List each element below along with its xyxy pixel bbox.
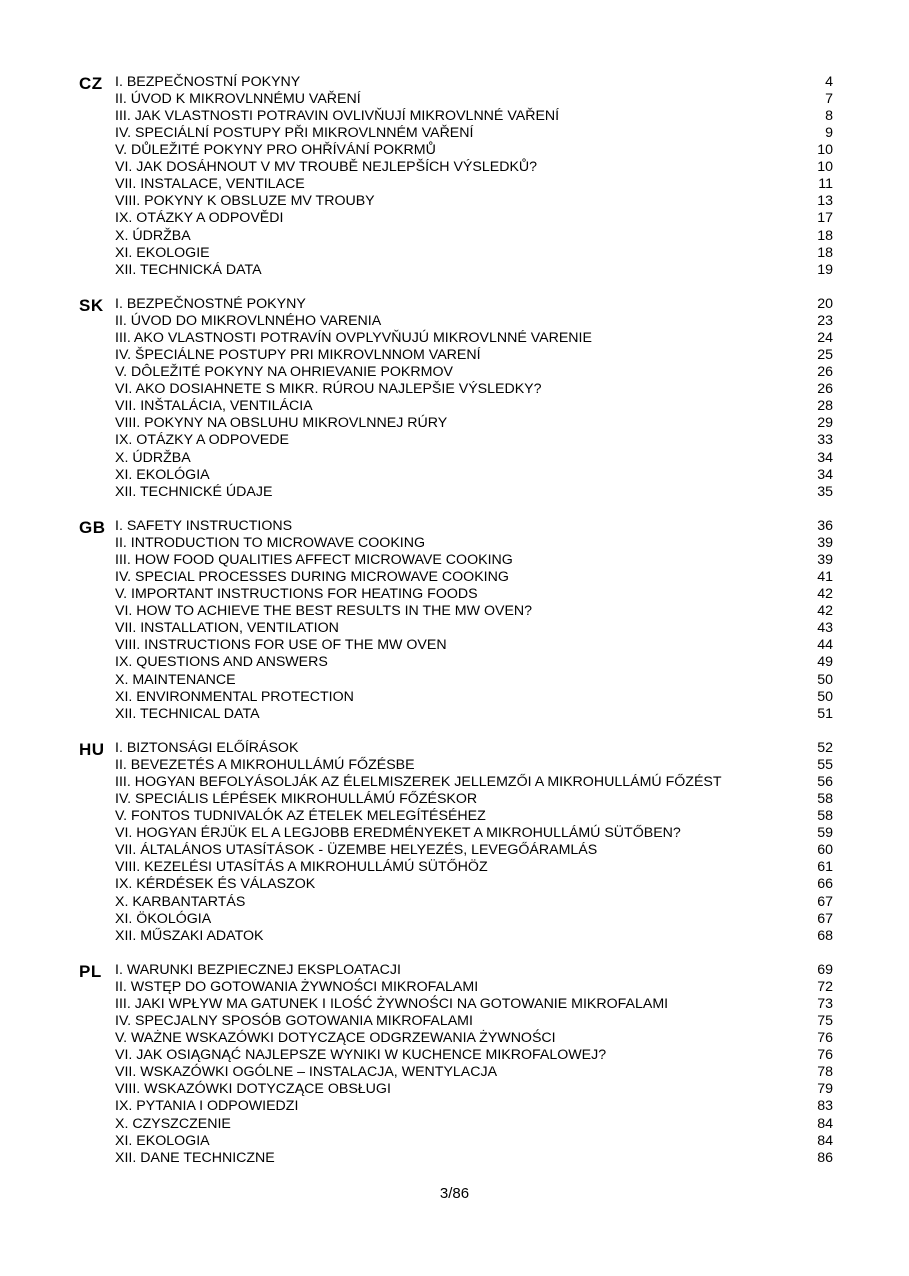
toc-entry-title: IV. ŠPECIÁLNE POSTUPY PRI MIKROVLNNOM VARENÍ <box>115 347 481 364</box>
toc-entry-title: III. HOGYAN BEFOLYÁSOLJÁK AZ ÉLELMISZEREK JELLEMZŐI A MIKROHULLÁMÚ FŐZÉST <box>115 774 722 791</box>
toc-entry[interactable] <box>115 125 833 142</box>
toc-entry-title: XII. MŰSZAKI ADATOK <box>115 927 264 944</box>
toc-entry-page: 52 <box>817 740 833 756</box>
toc-entry[interactable] <box>115 654 833 671</box>
toc-entry-page: 10 <box>817 142 833 159</box>
toc-entry[interactable] <box>115 347 833 364</box>
toc-entry[interactable] <box>115 1081 833 1098</box>
toc-entry-title: XI. ÖKOLÓGIA <box>115 910 212 927</box>
toc-entry-title: I. SAFETY INSTRUCTIONS <box>115 518 293 534</box>
toc-entry-title: IX. OTÁZKY A ODPOVEDE <box>115 432 289 449</box>
toc-entry-title: I. BEZPEČNOSTNÉ POKYNY <box>115 296 306 312</box>
toc-entry-page: 50 <box>817 688 833 705</box>
toc-entry-title: XI. ENVIRONMENTAL PROTECTION <box>115 688 354 705</box>
toc-entry-title: VIII. WSKAZÓWKI DOTYCZĄCE OBSŁUGI <box>115 1081 391 1098</box>
toc-entry[interactable] <box>115 91 833 108</box>
toc-entry[interactable] <box>115 757 833 774</box>
toc-entry-title: XI. EKOLÓGIA <box>115 466 210 483</box>
toc-entry-page: 66 <box>817 876 833 893</box>
toc-entry-page: 10 <box>817 159 833 176</box>
toc-entry-title: VI. JAK DOSÁHNOUT V MV TROUBĚ NEJLEPŠÍCH VÝSLEDKŮ? <box>115 159 538 176</box>
toc-entry[interactable] <box>115 74 833 91</box>
toc-entry-title: X. CZYSZCZENIE <box>115 1115 231 1132</box>
toc-entry-title: VII. INSTALLATION, VENTILATION <box>115 620 339 637</box>
toc-entry[interactable] <box>115 535 833 552</box>
toc-entry[interactable] <box>115 450 833 467</box>
toc-entry[interactable] <box>115 996 833 1013</box>
toc-entry[interactable] <box>115 467 833 484</box>
toc-entry[interactable] <box>115 381 833 398</box>
toc-entry-title: III. JAK VLASTNOSTI POTRAVIN OVLIVŇUJÍ MIKROVLNNÉ VAŘENÍ <box>115 108 560 125</box>
toc-entry[interactable] <box>115 432 833 449</box>
toc-entry-title: V. FONTOS TUDNIVALÓK AZ ÉTELEK MELEGÍTÉSÉHEZ <box>115 808 486 825</box>
toc-entry-page: 19 <box>817 261 833 278</box>
toc-entry[interactable] <box>115 364 833 381</box>
toc-entry-page: 76 <box>817 1030 833 1047</box>
toc-entry-page: 23 <box>817 313 833 330</box>
toc-entry[interactable] <box>115 193 833 210</box>
toc-entry-title: VI. JAK OSIĄGNĄĆ NAJLEPSZE WYNIKI W KUCHENCE MIKROFALOWEJ? <box>115 1047 607 1064</box>
toc-entry-page: 51 <box>817 705 833 722</box>
toc-entry-title: VIII. KEZELÉSI UTASÍTÁS A MIKROHULLÁMÚ SÜTŐHÖZ <box>115 859 488 876</box>
toc-entry[interactable] <box>115 689 833 706</box>
toc-entry-title: XII. DANE TECHNICZNE <box>115 1149 275 1166</box>
toc-entry-title: X. MAINTENANCE <box>115 671 236 688</box>
toc-entry-title: IX. OTÁZKY A ODPOVĚDI <box>115 210 284 227</box>
toc-entry[interactable] <box>115 928 833 945</box>
toc-entry-title: VI. HOGYAN ÉRJÜK EL A LEGJOBB EREDMÉNYEKET A MIKROHULLÁMÚ SÜTŐBEN? <box>115 825 681 842</box>
toc-entry-title: IX. PYTANIA I ODPOWIEDZI <box>115 1098 299 1115</box>
page-number: 3/86 <box>439 1185 470 1202</box>
toc-entry-title: IV. SPECIÁLNÍ POSTUPY PŘI MIKROVLNNÉM VAŘENÍ <box>115 125 474 142</box>
toc-entry-page: 26 <box>817 364 833 381</box>
toc-entry[interactable] <box>115 825 833 842</box>
toc-entry-page: 41 <box>817 569 833 586</box>
toc-entry-page: 42 <box>817 603 833 620</box>
toc-entry-page: 86 <box>817 1149 833 1166</box>
toc-entry-page: 11 <box>818 176 833 193</box>
toc-entry[interactable] <box>115 586 833 603</box>
toc-entry-page: 17 <box>817 210 833 227</box>
toc-entry-title: II. WSTĘP DO GOTOWANIA ŻYWNOŚCI MIKROFALAMI <box>115 979 479 996</box>
toc-entry-page: 83 <box>817 1098 833 1115</box>
toc-entry[interactable] <box>115 859 833 876</box>
toc-entry-page: 60 <box>817 842 833 859</box>
toc-entry-page: 39 <box>817 535 833 552</box>
toc-entry[interactable] <box>115 245 833 262</box>
toc-entry-page: 61 <box>817 859 833 876</box>
toc-entry[interactable] <box>115 569 833 586</box>
toc-entry-page: 72 <box>817 979 833 996</box>
toc-entry-page: 49 <box>817 654 833 671</box>
toc-entry[interactable] <box>115 791 833 808</box>
toc-entry-page: 18 <box>817 227 833 244</box>
toc-entry[interactable] <box>115 518 833 535</box>
toc-entry-page: 59 <box>817 825 833 842</box>
toc-entry-page: 84 <box>817 1132 833 1149</box>
toc-entry[interactable] <box>115 637 833 654</box>
toc-entry-title: X. KARBANTARTÁS <box>115 893 246 910</box>
toc-entry[interactable] <box>115 808 833 825</box>
toc-entry[interactable] <box>115 1030 833 1047</box>
toc-entry-page: 79 <box>817 1081 833 1098</box>
toc-entry-page: 13 <box>817 193 833 210</box>
toc-entry-title: II. ÚVOD DO MIKROVLNNÉHO VARENIA <box>115 313 382 330</box>
toc-entry-page: 43 <box>817 620 833 637</box>
toc-entry-page: 78 <box>817 1064 833 1081</box>
toc-entry-page: 34 <box>817 449 833 466</box>
toc-entry-page: 8 <box>825 108 833 125</box>
toc-entry[interactable] <box>115 142 833 159</box>
toc-entry[interactable] <box>115 620 833 637</box>
toc-entry-title: VIII. POKYNY NA OBSLUHU MIKROVLNNEJ RÚRY <box>115 415 448 432</box>
toc-entry[interactable] <box>115 962 833 979</box>
toc-entry[interactable] <box>115 1013 833 1030</box>
language-code: PL <box>79 962 102 981</box>
toc-entry[interactable] <box>115 1150 833 1167</box>
toc-entry-page: 28 <box>817 398 833 415</box>
toc-entry-title: IX. KÉRDÉSEK ÉS VÁLASZOK <box>115 876 316 893</box>
language-code: GB <box>79 518 106 537</box>
toc-entry-page: 75 <box>817 1013 833 1030</box>
toc-entry-page: 56 <box>817 774 833 791</box>
toc-entry[interactable] <box>115 108 833 125</box>
toc-entry-page: 42 <box>817 586 833 603</box>
toc-entry[interactable] <box>115 262 833 279</box>
toc-entry-page: 26 <box>817 381 833 398</box>
toc-entry[interactable] <box>115 603 833 620</box>
toc-entry-page: 20 <box>817 296 833 312</box>
toc-entry[interactable] <box>115 1098 833 1115</box>
toc-entry-title: V. DŮLEŽITÉ POKYNY PRO OHŘÍVÁNÍ POKRMŮ <box>115 142 436 159</box>
toc-entry[interactable] <box>115 1047 833 1064</box>
toc-entry-page: 73 <box>817 996 833 1013</box>
toc-entry-page: 67 <box>817 910 833 927</box>
toc-entry[interactable] <box>115 1116 833 1133</box>
toc-entry-page: 55 <box>817 757 833 774</box>
toc-entry-page: 76 <box>817 1047 833 1064</box>
toc-entry[interactable] <box>115 979 833 996</box>
toc-entry-title: VII. ÁLTALÁNOS UTASÍTÁSOK - ÜZEMBE HELYEZÉS, LEVEGŐÁRAMLÁS <box>115 842 598 859</box>
toc-entry-title: V. IMPORTANT INSTRUCTIONS FOR HEATING FOODS <box>115 586 478 603</box>
toc-entry-page: 68 <box>817 927 833 944</box>
toc-entry[interactable] <box>115 330 833 347</box>
toc-entry-title: VII. INŠTALÁCIA, VENTILÁCIA <box>115 398 313 415</box>
toc-entry[interactable] <box>115 484 833 501</box>
toc-entry-title: VI. AKO DOSIAHNETE S MIKR. RÚROU NAJLEPŠIE VÝSLEDKY? <box>115 381 542 398</box>
toc-entry[interactable] <box>115 672 833 689</box>
toc-entry-title: X. ÚDRŽBA <box>115 449 191 466</box>
toc-entry-page: 67 <box>817 893 833 910</box>
toc-entry-page: 33 <box>817 432 833 449</box>
toc-entry-page: 25 <box>817 347 833 364</box>
toc-entry-title: II. INTRODUCTION TO MICROWAVE COOKING <box>115 535 426 552</box>
toc-entry-page: 69 <box>817 962 833 978</box>
toc-entry-title: X. ÚDRŽBA <box>115 227 191 244</box>
toc-entry[interactable] <box>115 894 833 911</box>
toc-entry[interactable] <box>115 842 833 859</box>
language-code: CZ <box>79 74 103 93</box>
toc-entry-page: 36 <box>817 518 833 534</box>
toc-entry-page: 84 <box>817 1115 833 1132</box>
toc-entry-title: I. WARUNKI BEZPIECZNEJ EKSPLOATACJI <box>115 962 401 978</box>
toc-entry-title: II. BEVEZETÉS A MIKROHULLÁMÚ FŐZÉSBE <box>115 757 415 774</box>
toc-entry-title: XI. EKOLOGIA <box>115 1132 210 1149</box>
toc-entry-title: VII. WSKAZÓWKI OGÓLNE – INSTALACJA, WENTYLACJA <box>115 1064 498 1081</box>
toc-entry[interactable] <box>115 398 833 415</box>
toc-entry-page: 58 <box>817 808 833 825</box>
toc-entry-title: VI. HOW TO ACHIEVE THE BEST RESULTS IN THE MW OVEN? <box>115 603 533 620</box>
toc-entry-title: III. AKO VLASTNOSTI POTRAVÍN OVPLYVŇUJÚ MIKROVLNNÉ VARENIE <box>115 330 592 347</box>
toc-entry-title: VII. INSTALACE, VENTILACE <box>115 176 305 193</box>
toc-entry-title: I. BEZPEČNOSTNÍ POKYNY <box>115 74 301 90</box>
toc-entry-page: 58 <box>817 791 833 808</box>
toc-entry-page: 35 <box>817 483 833 500</box>
toc-entry-page: 4 <box>825 74 833 90</box>
toc-entry-page: 34 <box>817 466 833 483</box>
language-code: SK <box>79 296 104 315</box>
toc-entry-page: 18 <box>817 244 833 261</box>
toc-entry[interactable] <box>115 740 833 757</box>
toc-entry[interactable] <box>115 774 833 791</box>
toc-entry-page: 9 <box>825 125 833 142</box>
toc-entry-title: II. ÚVOD K MIKROVLNNÉMU VAŘENÍ <box>115 91 361 108</box>
toc-entry-title: XI. EKOLOGIE <box>115 244 210 261</box>
toc-entry-title: V. DÔLEŽITÉ POKYNY NA OHRIEVANIE POKRMOV <box>115 364 453 381</box>
toc-entry-title: XII. TECHNICAL DATA <box>115 705 260 722</box>
toc-entry[interactable] <box>115 706 833 723</box>
toc-entry[interactable] <box>115 159 833 176</box>
toc-entry-title: VIII. INSTRUCTIONS FOR USE OF THE MW OVEN <box>115 637 447 654</box>
toc-entry-title: III. JAKI WPŁYW MA GATUNEK I ILOŚĆ ŻYWNOŚCI NA GOTOWANIE MIKROFALAMI <box>115 996 669 1013</box>
toc-entry-title: I. BIZTONSÁGI ELŐÍRÁSOK <box>115 740 299 756</box>
toc-entry-title: V. WAŻNE WSKAZÓWKI DOTYCZĄCE ODGRZEWANIA ŻYWNOŚCI <box>115 1030 556 1047</box>
toc-entry[interactable] <box>115 228 833 245</box>
toc-entry-page: 24 <box>817 330 833 347</box>
toc-entry[interactable] <box>115 176 833 193</box>
toc-entry-title: III. HOW FOOD QUALITIES AFFECT MICROWAVE COOKING <box>115 552 513 569</box>
toc-entry-title: IV. SPECIAL PROCESSES DURING MICROWAVE COOKING <box>115 569 509 586</box>
toc-entry-page: 7 <box>825 91 833 108</box>
toc-entry-page: 44 <box>817 637 833 654</box>
toc-entry-page: 29 <box>817 415 833 432</box>
toc-entry-title: VIII. POKYNY K OBSLUZE MV TROUBY <box>115 193 375 210</box>
toc-entry-title: IV. SPECJALNY SPOSÓB GOTOWANIA MIKROFALAMI <box>115 1013 473 1030</box>
toc-entry[interactable] <box>115 552 833 569</box>
toc-entry[interactable] <box>115 415 833 432</box>
toc-entry-title: XII. TECHNICKÁ DATA <box>115 261 262 278</box>
toc-entry[interactable] <box>115 911 833 928</box>
toc-entry[interactable] <box>115 1133 833 1150</box>
toc-entry[interactable] <box>115 296 833 313</box>
toc-entry-title: IV. SPECIÁLIS LÉPÉSEK MIKROHULLÁMÚ FŐZÉSKOR <box>115 791 478 808</box>
toc-entry-page: 50 <box>817 671 833 688</box>
toc-entry[interactable] <box>115 876 833 893</box>
language-code: HU <box>79 740 105 759</box>
toc-entry-title: XII. TECHNICKÉ ÚDAJE <box>115 483 273 500</box>
toc-entry[interactable] <box>115 210 833 227</box>
toc-entry[interactable] <box>115 313 833 330</box>
toc-entry-page: 39 <box>817 552 833 569</box>
toc-entry-title: IX. QUESTIONS AND ANSWERS <box>115 654 328 671</box>
toc-entry[interactable] <box>115 1064 833 1081</box>
